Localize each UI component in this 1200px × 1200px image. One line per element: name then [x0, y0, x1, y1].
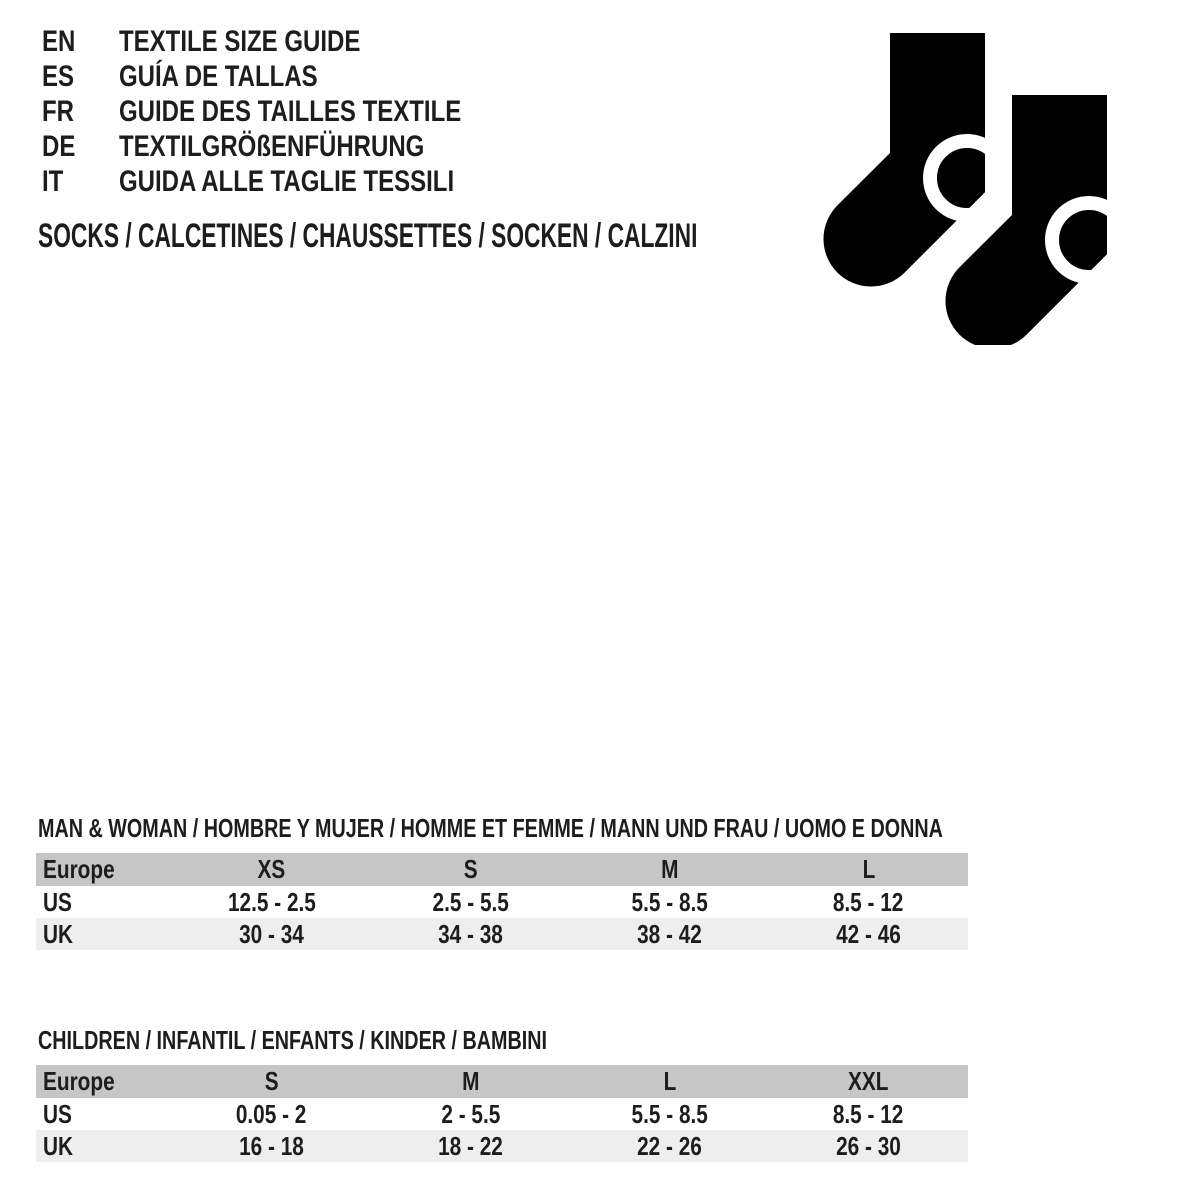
- size-value: 8.5 - 12: [833, 1098, 904, 1129]
- size-value: 8.5 - 12: [833, 886, 904, 917]
- size-value: 5.5 - 8.5: [631, 886, 708, 917]
- children-size-table: [36, 1065, 968, 1162]
- row-label: US: [43, 1098, 72, 1129]
- col-header-s: S: [463, 854, 478, 884]
- language-row-de: [42, 129, 547, 164]
- col-header-xs: XS: [257, 854, 286, 884]
- size-value: 42 - 46: [836, 918, 901, 949]
- product-category-line: SOCKS / CALCETINES / CHAUSSETTES / SOCKEN / CALZINI: [38, 217, 698, 255]
- double-socks-icon: [820, 33, 1120, 345]
- size-value: 38 - 42: [637, 918, 702, 949]
- row-label: UK: [43, 918, 74, 949]
- size-value: 16 - 18: [239, 1130, 304, 1161]
- language-code: DE: [42, 130, 76, 163]
- col-header-europe: Europe: [43, 854, 115, 884]
- man-woman-table-title: MAN & WOMAN / HOMBRE Y MUJER / HOMME ET FEMME / MANN UND FRAU / UOMO E DONNA: [38, 813, 943, 843]
- table-row-uk: [36, 1130, 968, 1162]
- guide-title-fr: GUIDE DES TAILLES TEXTILE: [119, 95, 462, 128]
- col-header-s: S: [264, 1066, 279, 1096]
- size-value: 26 - 30: [836, 1130, 901, 1161]
- language-code: ES: [42, 60, 75, 93]
- col-header-m: M: [660, 854, 679, 884]
- table-row-uk: [36, 918, 968, 950]
- guide-title-it: GUIDA ALLE TAGLIE TESSILI: [119, 165, 455, 198]
- col-header-xxl: XXL: [848, 1066, 889, 1096]
- guide-title-en: TEXTILE SIZE GUIDE: [119, 25, 361, 58]
- table-header-row: [36, 1065, 968, 1098]
- language-code: EN: [42, 25, 76, 58]
- row-label: US: [43, 886, 72, 917]
- language-row-fr: [42, 94, 547, 129]
- table-header-row: [36, 853, 968, 886]
- size-value: 18 - 22: [438, 1130, 503, 1161]
- language-row-es: [42, 59, 547, 94]
- size-value: 2.5 - 5.5: [432, 886, 509, 917]
- size-value: 5.5 - 8.5: [631, 1098, 708, 1129]
- language-code: IT: [42, 165, 64, 198]
- col-header-l: L: [862, 854, 875, 884]
- row-label: UK: [43, 1130, 74, 1161]
- language-row-en: [42, 24, 547, 59]
- col-header-m: M: [461, 1066, 480, 1096]
- language-title-list: [42, 24, 547, 199]
- size-value: 2 - 5.5: [441, 1098, 500, 1129]
- language-code: FR: [42, 95, 74, 128]
- col-header-l: L: [663, 1066, 676, 1096]
- man-woman-size-table: [36, 853, 968, 950]
- size-value: 22 - 26: [637, 1130, 702, 1161]
- table-row-us: [36, 1098, 968, 1130]
- man-woman-section: [36, 812, 968, 950]
- children-table-title: CHILDREN / INFANTIL / ENFANTS / KINDER / BAMBINI: [38, 1025, 548, 1055]
- size-value: 34 - 38: [438, 918, 503, 949]
- sock-front: [823, 33, 1004, 287]
- size-value: 12.5 - 2.5: [227, 886, 316, 917]
- size-value: 0.05 - 2: [236, 1098, 307, 1129]
- children-section: [36, 1024, 968, 1162]
- col-header-europe: Europe: [43, 1066, 115, 1096]
- guide-title-es: GUÍA DE TALLAS: [119, 60, 318, 93]
- size-value: 30 - 34: [239, 918, 304, 949]
- table-row-us: [36, 886, 968, 918]
- guide-title-de: TEXTILGRÖßENFÜHRUNG: [119, 130, 425, 163]
- language-row-it: [42, 164, 547, 199]
